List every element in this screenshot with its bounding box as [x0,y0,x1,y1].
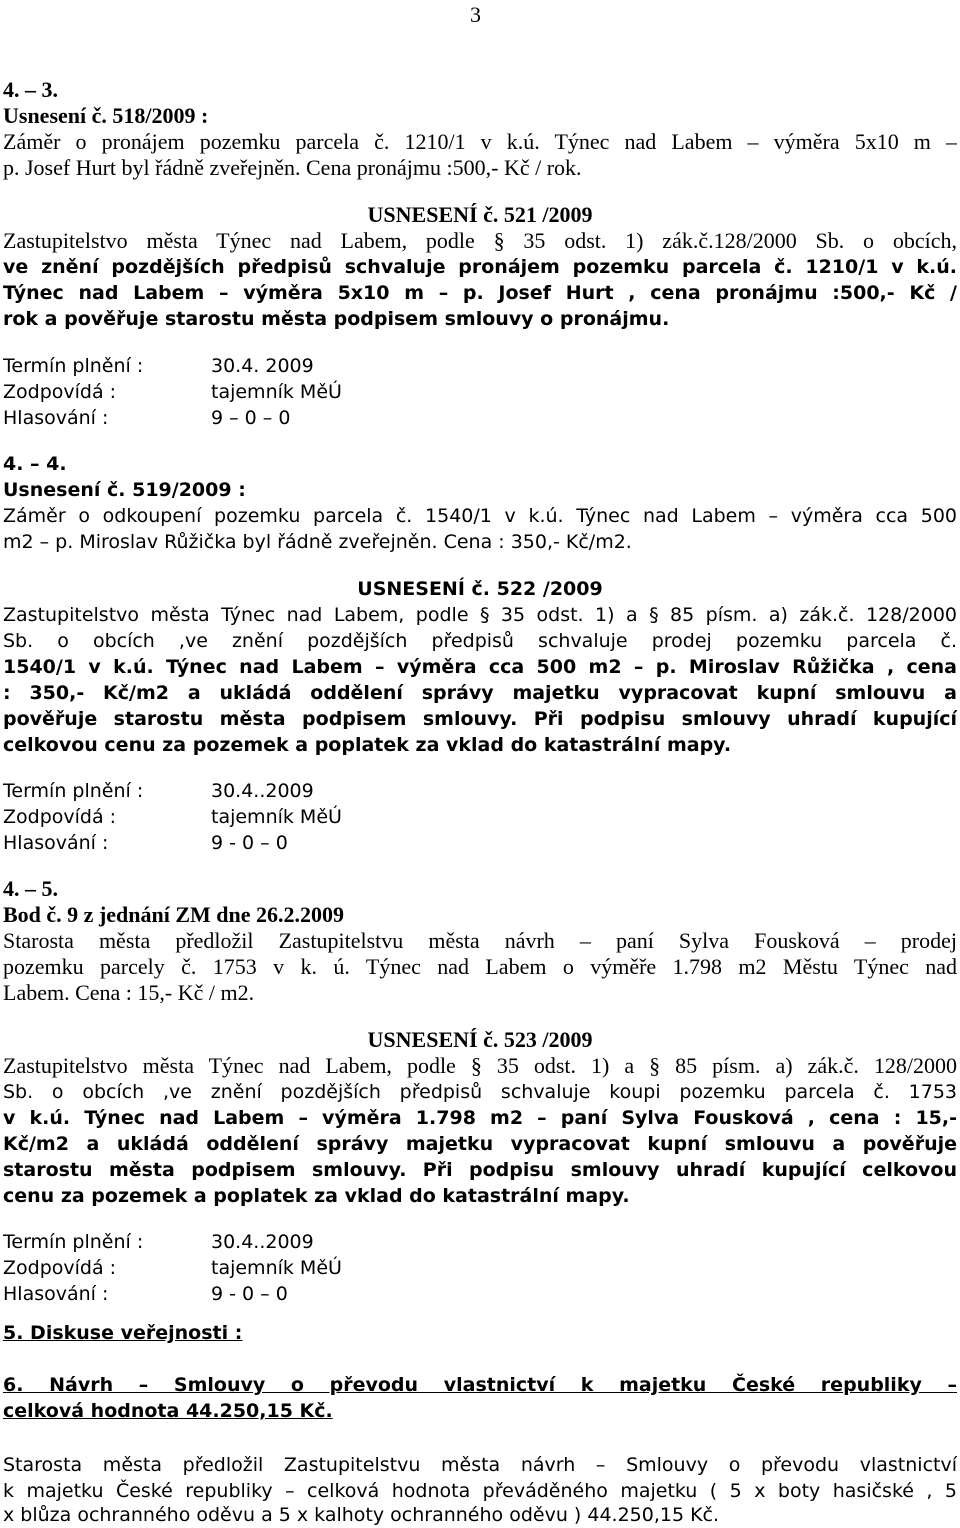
responsible-label: Zodpovídá : [3,381,117,403]
resolution-heading: USNESENÍ č. 521 /2009 [367,202,593,227]
vote-value: 9 – 0 – 0 [211,407,291,429]
section-title: Usnesení č. 518/2009 : [3,103,209,128]
deadline-label: Termín plnění : [3,355,144,377]
section-body-line: p. Josef Hurt byl řádně zveřejněn. Cena pronájmu :500,- Kč / rok. [3,155,582,180]
section-6-heading-line [3,1398,957,1424]
resolution-heading: USNESENÍ č. 523 /2009 [367,1027,593,1052]
vote-row [3,1281,957,1307]
section-number: 4. – 5. [3,876,58,901]
section-body-line: Starosta města předložil Zastupitelstvu města návrh – Smlouvy o převodu vlastnictví [3,1454,957,1476]
vote-row [3,830,957,856]
deadline-label: Termín plnění : [3,1231,144,1253]
deadline-row [3,778,957,804]
section-title: Bod č. 9 z jednání ZM dne 26.2.2009 [3,902,345,927]
deadline-label: Termín plnění : [3,780,144,802]
vote-value: 9 - 0 – 0 [211,832,288,854]
section-number: 4. – 3. [3,77,58,102]
resolution-line: : 350,- Kč/m2 a ukládá oddělení správy majetku vypracovat kupní smlouvu a [3,682,957,704]
section-number: 4. – 4. [3,453,67,475]
resolution-heading: USNESENÍ č. 522 /2009 [357,578,603,600]
resolution-line: pověřuje starostu města podpisem smlouvy. Při podpisu smlouvy uhradí kupující [3,708,957,730]
responsible-value: tajemník MěÚ [211,1257,342,1279]
deadline-row [3,353,957,379]
section-5-heading-text: 5. Diskuse veřejnosti : [3,1322,243,1344]
section-title: Usnesení č. 519/2009 : [3,479,246,501]
resolution-line: v k.ú. Týnec nad Labem – výměra 1.798 m2 – paní Sylva Fousková , cena : 15,- [3,1107,957,1129]
section-6-heading-text: celková hodnota 44.250,15 Kč. [3,1400,333,1422]
section-body-line: m2 – p. Miroslav Růžička byl řádně zveřejněn. Cena : 350,- Kč/m2. [3,531,632,553]
resolution-line: Sb. o obcích ,ve znění pozdějších předpisů schvaluje prodej pozemku parcela č. [3,630,957,652]
section-body-line: Starosta města předložil Zastupitelstvu města návrh – paní Sylva Fousková – prodej [3,928,957,953]
vote-label: Hlasování : [3,832,109,854]
responsible-value: tajemník MěÚ [211,806,342,828]
vote-label: Hlasování : [3,1283,109,1305]
resolution-line: Zastupitelstvo města Týnec nad Labem, podle § 35 odst. 1) zák.č.128/2000 Sb. o obcích, [3,228,957,253]
section-body-line: Záměr o pronájem pozemku parcela č. 1210/1 v k.ú. Týnec nad Labem – výměra 5x10 m – [3,129,957,154]
resolution-line: cenu za pozemek a poplatek za vklad do katastrální mapy. [3,1185,630,1207]
section-body-line: pozemku parcely č. 1753 v k. ú. Týnec nad Labem o výměře 1.798 m2 Městu Týnec nad [3,954,957,979]
vote-label: Hlasování : [3,407,109,429]
resolution-line: Týnec nad Labem – výměra 5x10 m – p. Josef Hurt , cena pronájmu :500,- Kč / [3,282,957,304]
resolution-line: starostu města podpisem smlouvy. Při podpisu smlouvy uhradí kupující celkovou [3,1159,957,1181]
resolution-line: Kč/m2 a ukládá oddělení správy majetku vypracovat kupní smlouvu a pověřuje [3,1133,957,1155]
responsible-value: tajemník MěÚ [211,381,342,403]
resolution-line: 1540/1 v k.ú. Týnec nad Labem – výměra cca 500 m2 – p. Miroslav Růžička , cena [3,656,957,678]
resolution-line: rok a pověřuje starostu města podpisem smlouvy o pronájmu. [3,308,670,330]
section-body-line: k majetku České republiky – celková hodnota převáděného majetku ( 5 x boty hasičské , 5 [3,1480,957,1502]
page-number: 3 [470,2,481,27]
responsible-row [3,804,957,830]
section-5-heading [3,1320,957,1346]
responsible-row [3,379,957,405]
deadline-value: 30.4..2009 [211,1231,314,1253]
resolution-line: Zastupitelstvo města Týnec nad Labem, podle § 35 odst. 1) a § 85 písm. a) zák.č. 128/2000 [3,1053,957,1078]
section-body-line: Labem. Cena : 15,- Kč / m2. [3,980,255,1005]
section-body-line: x blůza ochranného oděvu a 5 x kalhoty ochranného oděvu ) 44.250,15 Kč. [3,1504,720,1526]
section-body-line: Záměr o odkoupení pozemku parcela č. 1540/1 v k.ú. Týnec nad Labem – výměra cca 500 [3,505,957,527]
deadline-row [3,1229,957,1255]
section-6-heading-line: 6. Návrh – Smlouvy o převodu vlastnictví k majetku České republiky – [3,1374,957,1396]
vote-row [3,405,957,431]
resolution-line: Zastupitelstvo města Týnec nad Labem, podle § 35 odst. 1) a § 85 písm. a) zák.č. 128/2000 [3,604,957,626]
resolution-line: Sb. o obcích ,ve znění pozdějších předpisů schvaluje koupi pozemku parcela č. 1753 [3,1081,957,1103]
deadline-value: 30.4. 2009 [211,355,314,377]
vote-value: 9 - 0 – 0 [211,1283,288,1305]
responsible-label: Zodpovídá : [3,1257,117,1279]
deadline-value: 30.4..2009 [211,780,314,802]
responsible-row [3,1255,957,1281]
resolution-line: ve znění pozdějších předpisů schvaluje pronájem pozemku parcela č. 1210/1 v k.ú. [3,256,957,278]
responsible-label: Zodpovídá : [3,806,117,828]
resolution-line: celkovou cenu za pozemek a poplatek za vklad do katastrální mapy. [3,734,732,756]
